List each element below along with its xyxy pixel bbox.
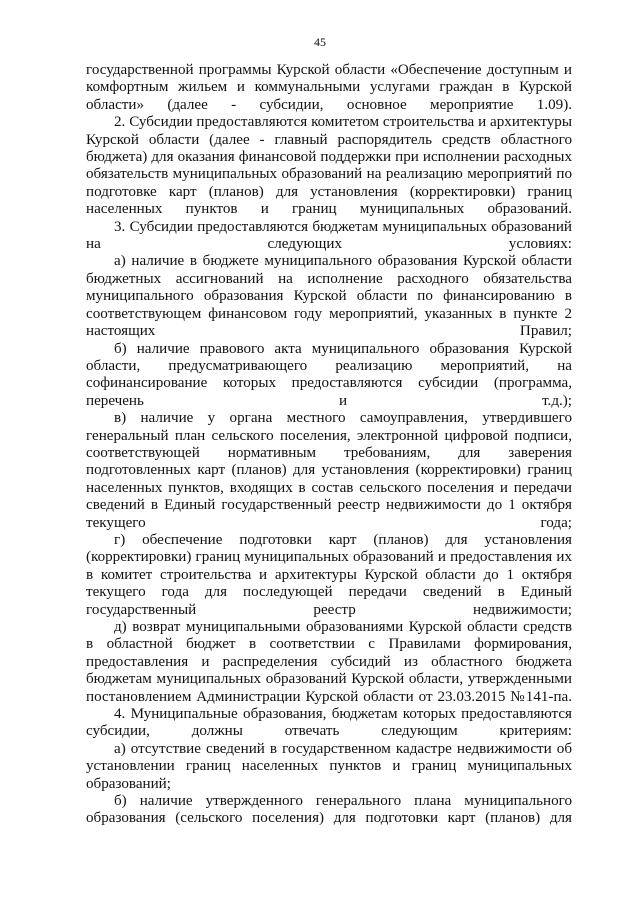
paragraph-item-2: 2. Субсидии предоставляются комитетом строительства и архитектуры Курской области (далее - главный распорядитель средств областного бюджета) для оказания финансовой поддержки при исполнении расходных обязательств муниципальных образований на реализацию мероприятий по подготовке карт (планов) для установления (корректировки) границ населенных пунктов и границ муниципальных образований. [86, 114, 572, 218]
page-number: 45 [314, 35, 326, 49]
paragraph-item-3d: д) возврат муниципальными образованиями Курской области средств в областной бюджет в соответствии с Правилами формирования, предоставления и распределения субсидий из областного бюджета бюджетам муниципальных образований Курской области, утвержденными постановлением Администрации Курской области от 23.03.2015 №141-па. [86, 619, 572, 705]
paragraph-item-4a: а) отсутствие сведений в государственном кадастре недвижимости об установлении границ населенных пунктов и границ муниципальных образований; [86, 740, 572, 792]
paragraph-program-title: государственной программы Курской области «Обеспечение доступным и комфортным жильем и коммунальными услугами граждан в Курской области» (далее - субсидии, основное мероприятие 1.09). [86, 62, 572, 113]
paragraph-item-3: 3. Субсидии предоставляются бюджетам муниципальных образований на следующих условиях: [86, 218, 572, 253]
document-body [86, 62, 572, 828]
paragraph-item-3b: б) наличие правового акта муниципального образования Курской области, предусматривающего реализацию мероприятий, на софинансирование которых предоставляются субсидии (программа, перечень и т.д.); [86, 340, 572, 409]
paragraph-item-3a: а) наличие в бюджете муниципального образования Курской области бюджетных ассигнований на исполнение расходного обязательства муниципального образования Курской области по финансированию в соответствующем финансовом году мероприятий, указанных в пункте 2 настоящих Правил; [86, 253, 572, 340]
paragraph-item-4: 4. Муниципальные образования, бюджетам которых предоставляются субсидии, должны отвечать следующим критериям: [86, 706, 572, 740]
paragraph-item-3g: г) обеспечение подготовки карт (планов) для установления (корректировки) границ муниципальных образований и предоставления их в комитет строительства и архитектуры Курской области до 1 октября текущего года для последующей передачи сведений в Единый государственный реестр недвижимости; [86, 531, 572, 618]
paragraph-item-4b: б) наличие утвержденного генерального плана муниципального образования (сельского поселения) для подготовки карт (планов) для [86, 793, 572, 827]
paragraph-item-3v: в) наличие у органа местного самоуправления, утвердившего генеральный план сельского поселения, электронной цифровой подписи, соответствующей нормативным требованиям, для заверения подготовленных карт (планов) для установления (корректировки) границ населенных пунктов, входящих в состав сельского поселения и передачи сведений в Единый государственный реестр недвижимости до 1 октября текущего года; [86, 410, 572, 531]
